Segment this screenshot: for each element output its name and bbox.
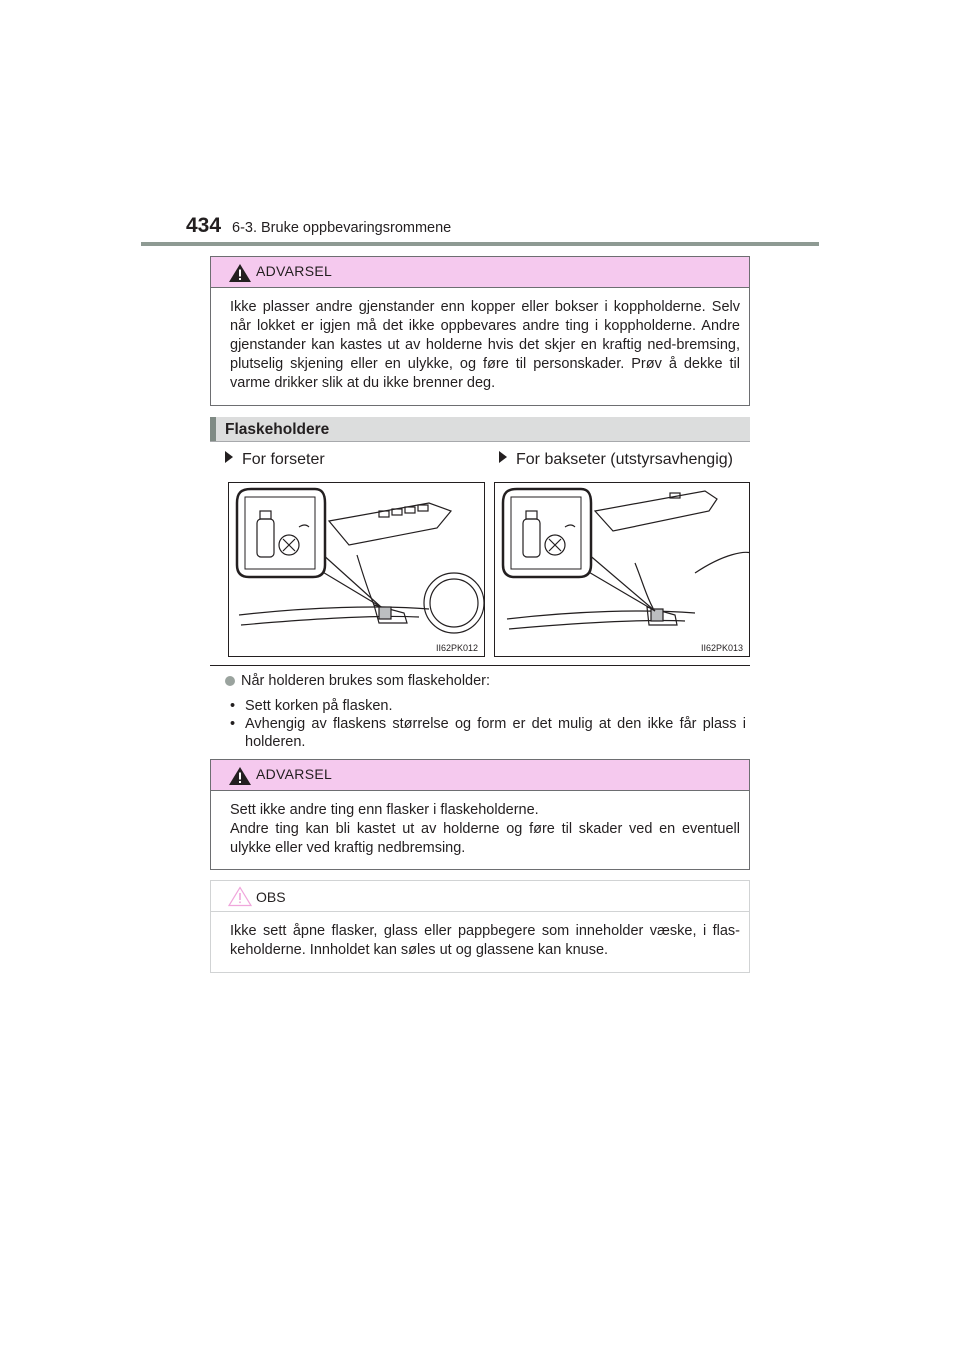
figure-code: II62PK013 [700, 643, 743, 653]
arrow-right-icon [225, 451, 233, 463]
warning-box-bottles [210, 759, 750, 870]
figure-label-rear [499, 451, 733, 469]
figure-label-front [225, 451, 325, 469]
list-item: • Avhengig av flaskens størrelse og form er det mulig at den ikke får plass i holderen. [230, 716, 746, 750]
subsection-header [210, 417, 750, 442]
notice-header [211, 881, 749, 912]
door-bottle-holder-illustration [229, 483, 485, 657]
notice-box [210, 880, 750, 973]
warning-label: ADVARSEL [256, 766, 333, 782]
header-rule [141, 242, 819, 246]
usage-heading-text: Når holderen brukes som flaskeholder: [241, 673, 491, 689]
figure-label-rear-text: For bakseter (utstyrsavhengig) [516, 451, 733, 468]
list-item: • Sett korken på flasken. [230, 698, 393, 714]
warning-body [211, 288, 749, 405]
notice-body [211, 912, 749, 972]
figure-rear-door [494, 482, 750, 657]
usage-heading [225, 673, 490, 689]
door-bottle-holder-illustration [495, 483, 750, 657]
warning-triangle-icon [228, 263, 252, 283]
warning-triangle-icon [228, 766, 252, 786]
caution-triangle-icon [228, 886, 252, 907]
notice-label: OBS [256, 889, 286, 905]
usage-list [226, 697, 746, 751]
bullet-dot-icon [225, 676, 235, 686]
subsection-accent-bar [210, 417, 216, 441]
warning-line: Sett ikke andre ting enn flasker i flaskeholderne. [230, 802, 539, 818]
figure-code: II62PK012 [435, 643, 478, 653]
section-title: 6-3. Bruke oppbevaringsrommene [232, 220, 452, 236]
figure-front-door [228, 482, 485, 657]
warning-text: Ikke plasser andre gjenstander enn kopper eller bokser i koppholderne. Selv når lokket er igjen må det ikke oppbevares andre ting i koppholderne. Andre gjenstander kan kastes ut av holderne hvis det skjer en kraftig ned-bremsing, plutselig skjening eller en ulykke, og føre til personskader. Prøv å dekke til varme drikker slik at du ikke brenner deg. [230, 299, 740, 391]
notice-text: Ikke sett åpne flasker, glass eller pappbegere som inneholder væske, i flas-keholderne. Innholdet kan søles ut og glassene kan knuse. [230, 923, 740, 958]
warning-line: Andre ting kan bli kastet ut av holderne og føre til skader ved en eventuell ulykke eller ved kraftig nedbremsing. [230, 821, 740, 856]
page-number: 434 [186, 214, 222, 237]
figure-label-front-text: For forseter [242, 451, 325, 468]
warning-box-cupholders [210, 256, 750, 406]
warning-body [211, 791, 749, 870]
warning-header [211, 760, 749, 791]
subsection-title: Flaskeholdere [225, 421, 330, 438]
warning-header [211, 257, 749, 288]
section-divider [210, 665, 750, 666]
arrow-right-icon [499, 451, 507, 463]
warning-label: ADVARSEL [256, 263, 333, 279]
